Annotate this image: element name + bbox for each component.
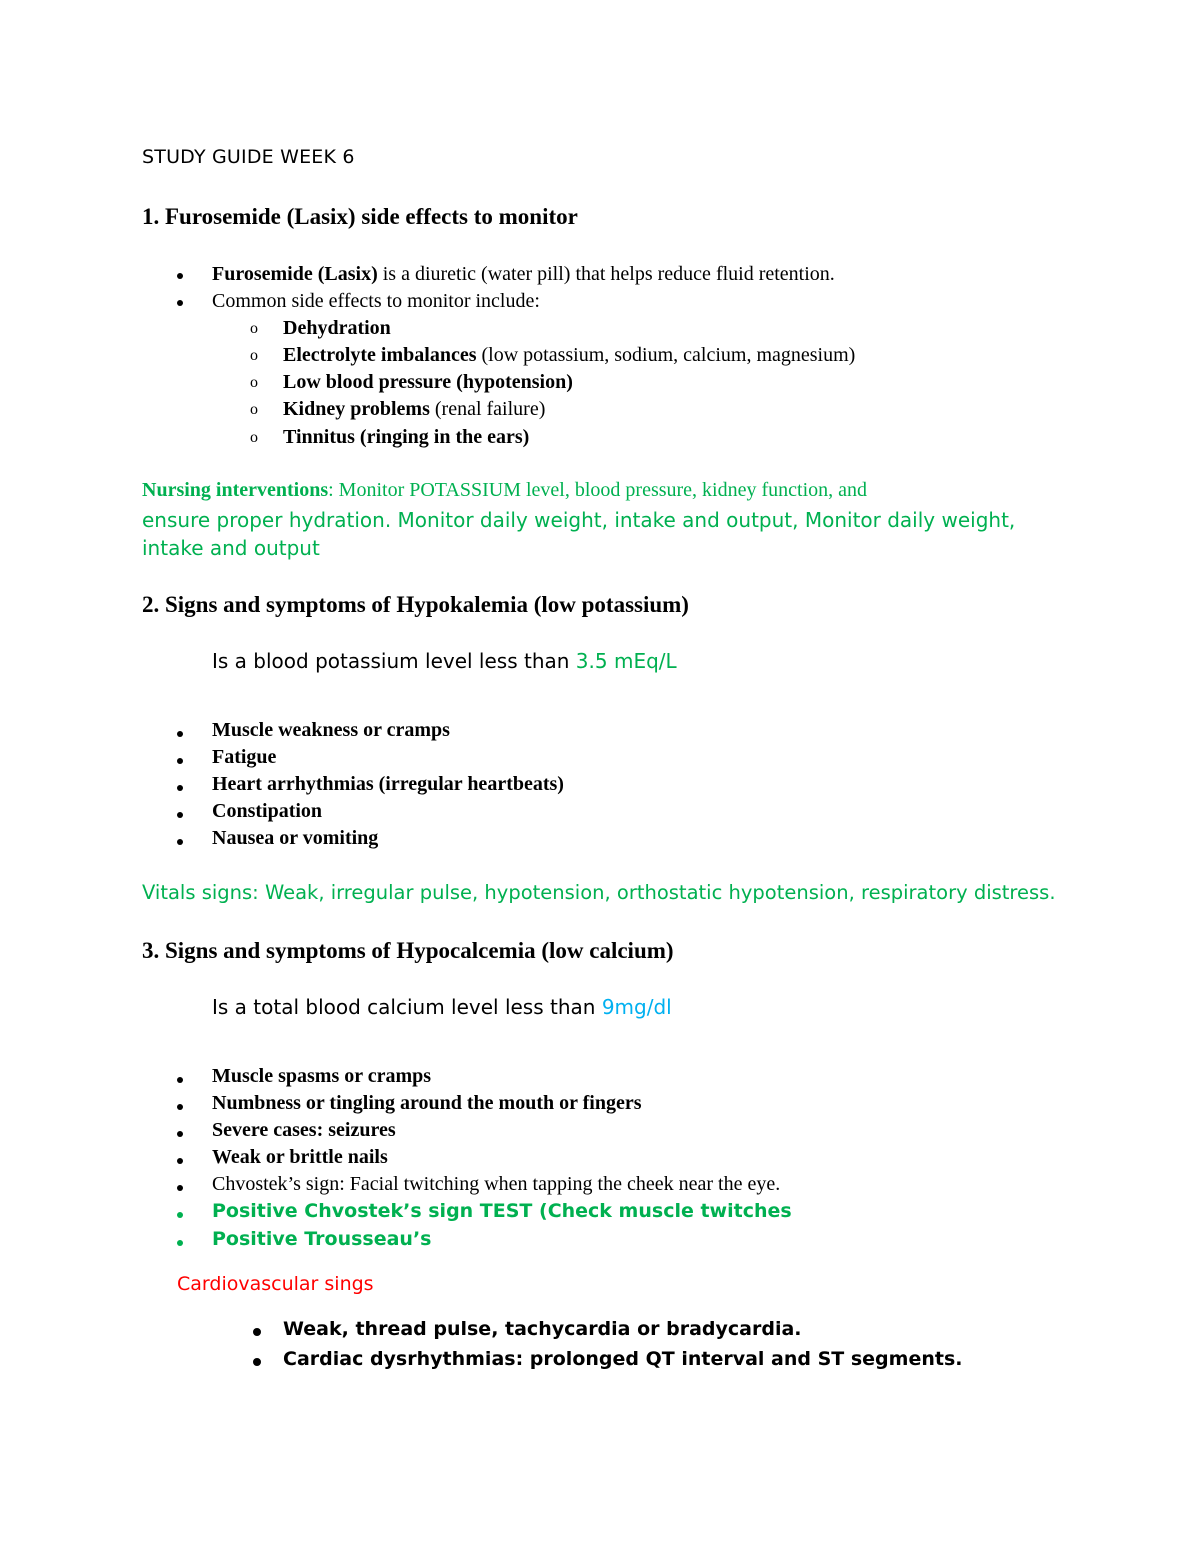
bullet-icon <box>177 1077 183 1083</box>
section-3-heading: 3. Signs and symptoms of Hypocalcemia (low calcium) <box>142 938 674 963</box>
bullet-icon <box>177 300 183 306</box>
bullet-icon <box>177 1185 183 1191</box>
bullet-icon <box>177 839 183 845</box>
list-item: Nausea or vomiting <box>212 827 379 849</box>
list-item: Positive Chvostek’s sign TEST (Check muscle twitches <box>212 1200 792 1222</box>
list-item: Constipation <box>212 800 323 822</box>
section-2-heading: 2. Signs and symptoms of Hypokalemia (low potassium) <box>142 592 689 617</box>
sub-list-item: Electrolyte imbalances (low potassium, sodium, calcium, magnesium) <box>283 344 856 366</box>
bullet-icon <box>177 273 183 279</box>
list-item: Weak, thread pulse, tachycardia or bradycardia. <box>283 1318 802 1340</box>
bullet-icon <box>253 1358 261 1366</box>
sub-list-item: Kidney problems (renal failure) <box>283 398 546 420</box>
bullet-icon <box>253 1328 261 1336</box>
definition-line: Is a total blood calcium level less than 9mg/dl <box>212 995 672 1019</box>
sub-list-item: Tinnitus (ringing in the ears) <box>283 426 530 448</box>
sub-bullet-icon: o <box>250 320 258 337</box>
list-item: Weak or brittle nails <box>212 1146 388 1168</box>
bullet-icon <box>177 1131 183 1137</box>
bullet-icon <box>177 1158 183 1164</box>
list-item: Fatigue <box>212 746 277 768</box>
list-item: Furosemide (Lasix) is a diuretic (water pill) that helps reduce fluid retention. <box>212 263 835 285</box>
bullet-icon <box>177 1104 183 1110</box>
bullet-icon <box>177 1240 183 1246</box>
sub-list-item: Dehydration <box>283 317 391 339</box>
nursing-interventions-line: Nursing interventions: Monitor POTASSIUM level, blood pressure, kidney function, and <box>142 479 868 501</box>
vitals-signs: Vitals signs: Weak, irregular pulse, hypotension, orthostatic hypotension, respiratory distress. <box>142 881 1056 904</box>
document-title: STUDY GUIDE WEEK 6 <box>142 146 355 168</box>
list-item: Cardiac dysrhythmias: prolonged QT interval and ST segments. <box>283 1348 963 1370</box>
bullet-icon <box>177 731 183 737</box>
sub-bullet-icon: o <box>250 429 258 446</box>
sub-bullet-icon: o <box>250 374 258 391</box>
cardio-heading: Cardiovascular sings <box>177 1273 374 1295</box>
nursing-interventions-text: ensure proper hydration. Monitor daily weight, intake and output, Monitor daily weight, intake and output <box>142 508 1016 560</box>
section-1-heading: 1. Furosemide (Lasix) side effects to monitor <box>142 204 578 229</box>
bullet-icon <box>177 758 183 764</box>
bullet-icon <box>177 785 183 791</box>
definition-line: Is a blood potassium level less than 3.5 mEq/L <box>212 649 677 673</box>
list-item: Heart arrhythmias (irregular heartbeats) <box>212 773 564 795</box>
list-item: Muscle weakness or cramps <box>212 719 450 741</box>
sub-list-item: Low blood pressure (hypotension) <box>283 371 573 393</box>
bullet-icon <box>177 812 183 818</box>
list-item: Chvostek’s sign: Facial twitching when tapping the cheek near the eye. <box>212 1173 781 1195</box>
list-item: Positive Trousseau’s <box>212 1228 432 1250</box>
list-item: Numbness or tingling around the mouth or fingers <box>212 1092 642 1114</box>
list-item: Severe cases: seizures <box>212 1119 396 1141</box>
list-item: Common side effects to monitor include: <box>212 290 540 312</box>
sub-bullet-icon: o <box>250 401 258 418</box>
list-item: Muscle spasms or cramps <box>212 1065 432 1087</box>
bullet-icon <box>177 1212 183 1218</box>
sub-bullet-icon: o <box>250 347 258 364</box>
